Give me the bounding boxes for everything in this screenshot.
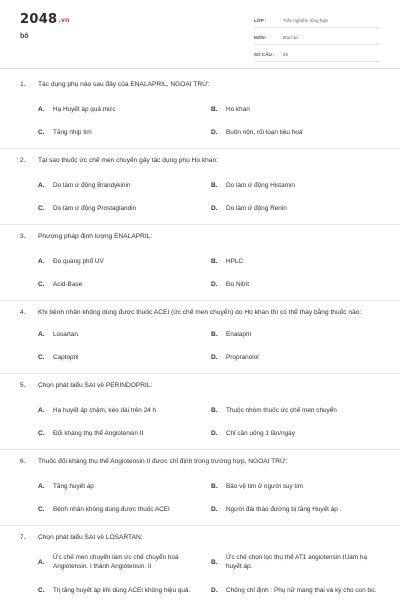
meta-class-value: Trắc nghiệm tổng hợp	[283, 17, 328, 23]
meta-subject-value: Đại học	[283, 34, 299, 40]
option-b[interactable]: B. Enalapril	[211, 331, 251, 338]
meta-subject-label: MÔN :	[254, 34, 268, 40]
option-a[interactable]: A. Đo quang phổ UV	[38, 258, 104, 265]
option-c[interactable]: C. Bệnh nhân không dùng được thuốc ACEI	[38, 506, 170, 513]
option-b[interactable]: B. Bảo vệ tim ở người suy tim	[211, 483, 303, 490]
question-text: Tác dụng phụ nào sau đây của ENALAPRIL, NGOẠI TRỪ:	[38, 81, 210, 88]
option-c[interactable]: C. Captopril	[38, 354, 79, 361]
site-logo[interactable]: 2048.vn	[20, 12, 70, 27]
question-3	[0, 231, 400, 301]
question-number: 1.	[20, 81, 26, 88]
question-divider	[0, 449, 400, 450]
question-6	[0, 456, 400, 526]
question-number: 5.	[20, 382, 26, 389]
option-a[interactable]: A. Tăng huyết áp	[38, 483, 94, 490]
meta-count-label: SỐ CÂU :	[254, 51, 275, 57]
question-divider	[0, 300, 400, 301]
option-b[interactable]: B. Thuộc nhóm thuốc ức chế men chuyển	[211, 407, 337, 414]
question-1	[0, 79, 400, 149]
option-d[interactable]: D. Người đái tháo đường bị tăng Huyết áp .	[211, 506, 342, 513]
option-a[interactable]: A. Losartan	[38, 331, 78, 338]
meta-count-value: 25	[283, 51, 289, 57]
meta-subject-row	[254, 30, 380, 45]
question-list	[0, 79, 400, 604]
subject-title: bô	[20, 33, 29, 40]
option-c[interactable]: C. Trị tăng huyết áp khi dùng ACEI không hiệu quả.	[38, 586, 191, 594]
option-b[interactable]: B. Ức chế chọn lọc thụ thể AT1 angiotensin II,làm hạ huyết áp.	[211, 554, 368, 570]
question-divider	[0, 224, 400, 225]
option-b[interactable]: B. Ho khan	[211, 106, 250, 113]
question-2	[0, 155, 400, 225]
option-b[interactable]: B. Do làm ứ động Histamin	[211, 182, 295, 189]
question-number: 7.	[20, 534, 26, 541]
question-number: 2.	[20, 157, 26, 164]
question-divider	[0, 373, 400, 374]
meta-class-row	[254, 13, 380, 28]
question-text: Thuốc đối kháng thụ thể Angiotensin II được chỉ định trong trường hợp, NGOẠI TRỪ:	[38, 458, 288, 465]
question-7	[0, 532, 400, 604]
option-a[interactable]: A. Do làm ứ động Brandykinin	[38, 182, 131, 189]
option-c[interactable]: C. Do làm ứ động Prostaglandin	[38, 205, 137, 212]
question-5	[0, 380, 400, 450]
question-text: Chọn phát biểu SAI về LOSARTAN:	[38, 534, 143, 541]
question-text: Tại sao thuốc ức chế men chuyển gây tác dụng phụ Ho khan:	[38, 157, 218, 164]
option-d[interactable]: D. Do làm ứ động Renin	[211, 205, 287, 212]
option-d[interactable]: D. Propranolol	[211, 354, 259, 361]
question-4	[0, 307, 400, 374]
option-a[interactable]: A. Hạ huyết áp chậm, kéo dài trên 24 h	[38, 407, 157, 414]
question-number: 6.	[20, 458, 26, 465]
question-divider	[0, 525, 400, 526]
question-divider	[0, 148, 400, 149]
meta-info	[254, 13, 380, 64]
question-number: 4.	[20, 309, 26, 316]
option-d[interactable]: D. Đo Nitrit	[211, 281, 250, 288]
question-text: Khi bệnh nhân không dùng được thuốc ACEI (ức chế men chuyển) do Ho khan thì có thể thay bằng thuốc nào:	[38, 309, 362, 316]
option-b[interactable]: B. HPLC	[211, 258, 244, 265]
option-a[interactable]: A. Hạ Huyết áp quá mức	[38, 106, 116, 113]
option-d[interactable]: D. Chỉ cần uống 1 lần/ngày	[211, 430, 295, 437]
option-d[interactable]: D. Buồn nôn, rối loạn tiêu hoá	[211, 129, 303, 136]
option-c[interactable]: C. Acid-Base	[38, 281, 83, 288]
page-header	[0, 0, 400, 70]
question-text: Phương pháp định lượng ENALAPRIL:	[38, 233, 153, 240]
question-text: Chọn phát biểu SAI về PERINDOPRIL:	[38, 382, 153, 389]
header-divider	[0, 68, 400, 69]
option-c[interactable]: C. Tăng nhịp tim	[38, 129, 92, 136]
meta-count-row	[254, 47, 380, 62]
meta-class-label: LỚP :	[254, 17, 267, 23]
question-number: 3.	[20, 233, 26, 240]
option-a[interactable]: A. Ức chế men chuyển làm ức chế chuyển hoá Angiotensin. I thành Angiotensin. II	[38, 554, 179, 570]
option-c[interactable]: C. Đối kháng thụ thể Angiotensin II	[38, 430, 144, 437]
option-d[interactable]: D. Chống chỉ định : Phụ nữ mang thai và kỳ cho con bú.	[211, 586, 377, 594]
